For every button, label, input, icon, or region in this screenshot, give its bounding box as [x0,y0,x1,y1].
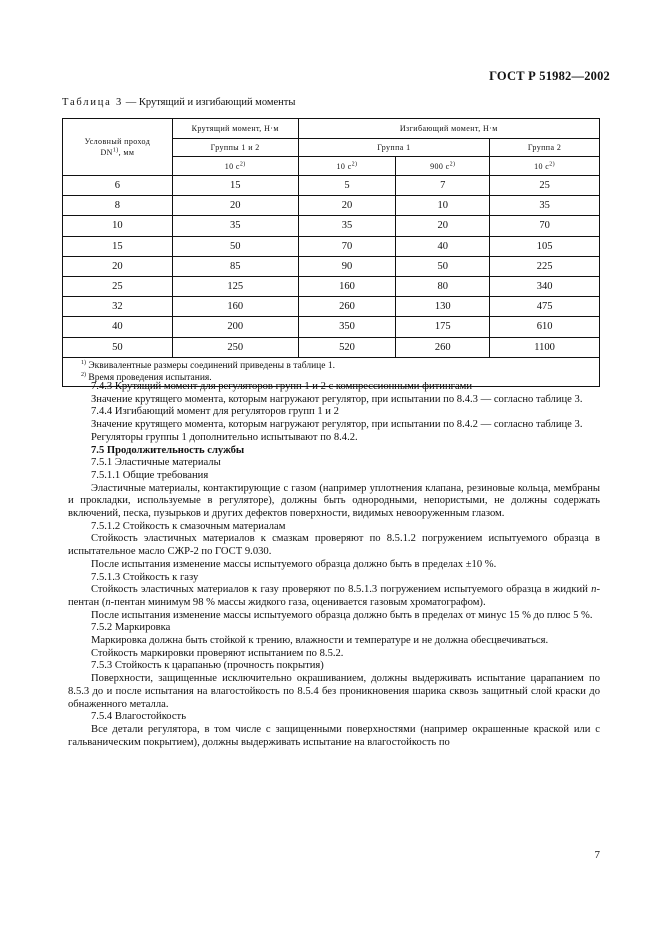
cell-bending-g2-10s: 340 [490,276,600,296]
cell-bending-g1-10s: 70 [298,236,396,256]
cell-bending-g1-900s: 50 [396,256,490,276]
table-caption [62,97,295,108]
cell-bending-g2-10s: 25 [490,176,600,196]
cell-bending-g1-900s: 10 [396,196,490,216]
cell-torque-10s: 35 [172,216,298,236]
paragraph: Регуляторы группы 1 дополнительно испытывают по 8.4.2. [91,431,358,443]
cell-dn: 25 [63,276,173,296]
cell-bending-g1-900s: 130 [396,297,490,317]
cell-bending-g2-10s: 70 [490,216,600,236]
section-7-5-4-heading: 7.5.4 Влагостойкость [91,711,187,723]
cell-torque-10s: 125 [172,276,298,296]
header-time-torque: 10 $с^{2)}$ [172,157,298,176]
header-bending: Изгибающий момент, Н·м [298,119,599,139]
torque-bending-table [62,118,600,387]
cell-bending-g1-10s: 260 [298,297,396,317]
paragraph: После испытания изменение массы испытуемого образца должно быть в пределах от минус 15 % до плюс 5 %. [91,609,593,621]
page-number: 7 [594,849,600,861]
cell-torque-10s: 85 [172,256,298,276]
cell-bending-g1-10s: 350 [298,317,396,337]
table-row [63,176,600,196]
cell-bending-g1-10s: 160 [298,276,396,296]
cell-dn: 6 [63,176,173,196]
header-group-1: Группа 1 [298,139,490,157]
header-time-bending-g2: 10 $с^{2)}$ [490,157,600,176]
table-caption-prefix: Таблица 3 [62,97,124,108]
header-torque: Крутящий момент, Н·м [172,119,298,139]
cell-dn: 50 [63,337,173,357]
table-body [63,176,600,358]
section-7-4-3-heading: 7.4.3 Крутящий момент для регуляторов групп 1 и 2 с компрессионными фитингами [91,381,473,392]
cell-bending-g2-10s: 35 [490,196,600,216]
cell-bending-g2-10s: 105 [490,236,600,256]
header-nominal-diameter: Условный проход DN$^{1)}$, мм [63,119,173,176]
table-row [63,276,600,296]
paragraph: Значение крутящего момента, которым нагружают регулятор, при испытании по 8.4.3 — согласно таблице 3. [91,393,583,405]
document-header: ГОСТ Р 51982—2002 [489,69,610,83]
cell-bending-g1-900s: 260 [396,337,490,357]
cell-bending-g2-10s: 475 [490,297,600,317]
cell-bending-g1-10s: 20 [298,196,396,216]
table-caption-text: — Крутящий и изгибающий моменты [123,97,296,108]
cell-bending-g1-10s: 5 [298,176,396,196]
cell-bending-g2-10s: 225 [490,256,600,276]
cell-bending-g1-900s: 40 [396,236,490,256]
paragraph: Поверхности, защищенные исключительно окрашиванием, должны выдерживать испытание царапанием по 8.5.3 до и после испытания на влагостойкость по 8.5.4 без проникновения шарика сквозь защитный слой краски до обнаженного металла. [68,673,600,710]
cell-bending-g1-900s: 20 [396,216,490,236]
section-7-4-4-heading: 7.4.4 Изгибающий момент для регуляторов групп 1 и 2 [91,406,339,418]
header-groups-1-2: Группы 1 и 2 [172,139,298,157]
cell-bending-g1-900s: 80 [396,276,490,296]
paragraph: Стойкость эластичных материалов к газу проверяют по 8.5.1.3 погружением испытуемого образца в жидкий n-пентан (n-пентан минимум 98 % массы жидкого газа, оценивается газовым хроматографом). [68,584,600,608]
paragraph: Стойкость эластичных материалов к смазкам проверяют по 8.5.1.2 погружением испытуемого образца в испытательное масло СЖР-2 по ГОСТ 9.030. [68,533,600,558]
cell-bending-g1-900s: 175 [396,317,490,337]
header-time-bending-g1b: 900 $с^{2)}$ [396,157,490,176]
table-row [63,317,600,337]
table-row [63,297,600,317]
cell-torque-10s: 250 [172,337,298,357]
section-7-5-2-heading: 7.5.2 Маркировка [91,622,171,634]
section-7-5-1-1-heading: 7.5.1.1 Общие требования [91,469,209,481]
section-7-5-heading: 7.5 Продолжительность службы [91,444,245,456]
table-row [63,216,600,236]
section-7-5-1-3-heading: 7.5.1.3 Стойкость к газу [91,571,199,583]
paragraph: После испытания изменение массы испытуемого образца должно быть в пределах ±10 %. [91,558,497,570]
section-7-5-1-heading: 7.5.1 Эластичные материалы [91,457,221,469]
cell-dn: 8 [63,196,173,216]
cell-bending-g2-10s: 610 [490,317,600,337]
cell-bending-g1-10s: 90 [298,256,396,276]
footnote-2: $^{2)}$ Время проведения испытания. [81,371,212,383]
cell-torque-10s: 15 [172,176,298,196]
cell-torque-10s: 20 [172,196,298,216]
cell-dn: 10 [63,216,173,236]
paragraph: Стойкость маркировки проверяют испытанием по 8.5.2. [91,647,344,659]
section-7-5-1-2-heading: 7.5.1.2 Стойкость к смазочным материалам [91,520,286,532]
header-time-bending-g1a: 10 $с^{2)}$ [298,157,396,176]
table-row [63,236,600,256]
paragraph: Все детали регулятора, в том числе с защищенными поверхностями (например окрашенные краской или с гальваническим покрытием), должны выдерживать испытание на влагостойкость по [68,723,600,748]
section-7-5-3-heading: 7.5.3 Стойкость к царапанью (прочность покрытия) [91,660,324,672]
table-row [63,256,600,276]
cell-bending-g1-10s: 35 [298,216,396,236]
cell-dn: 20 [63,256,173,276]
cell-dn: 32 [63,297,173,317]
header-group-2: Группа 2 [490,139,600,157]
cell-torque-10s: 50 [172,236,298,256]
cell-dn: 15 [63,236,173,256]
table-row [63,196,600,216]
table-row [63,337,600,357]
paragraph: Эластичные материалы, контактирующие с газом (например уплотнения клапана, резиновые кольца, мембраны и прокладки, используемые в регуляторе), должны быть однородными, непористыми, не должны содержать включений, песка, пузырьков и других дефектов поверхности, видимых невооруженным глазом. [68,482,600,520]
cell-torque-10s: 200 [172,317,298,337]
document-body [68,381,600,749]
cell-bending-g2-10s: 1100 [490,337,600,357]
cell-bending-g1-10s: 520 [298,337,396,357]
paragraph: Значение крутящего момента, которым нагружают регулятор, при испытании по 8.4.2 — согласно таблице 3. [91,419,583,431]
cell-dn: 40 [63,317,173,337]
paragraph: Маркировка должна быть стойкой к трению, влажности и температуре и не должна обесцвечиваться. [91,635,549,647]
footnote-1: $^{1)}$ Эквивалентные размеры соединений приведены в таблице 1. [81,359,335,371]
cell-bending-g1-900s: 7 [396,176,490,196]
cell-torque-10s: 160 [172,297,298,317]
